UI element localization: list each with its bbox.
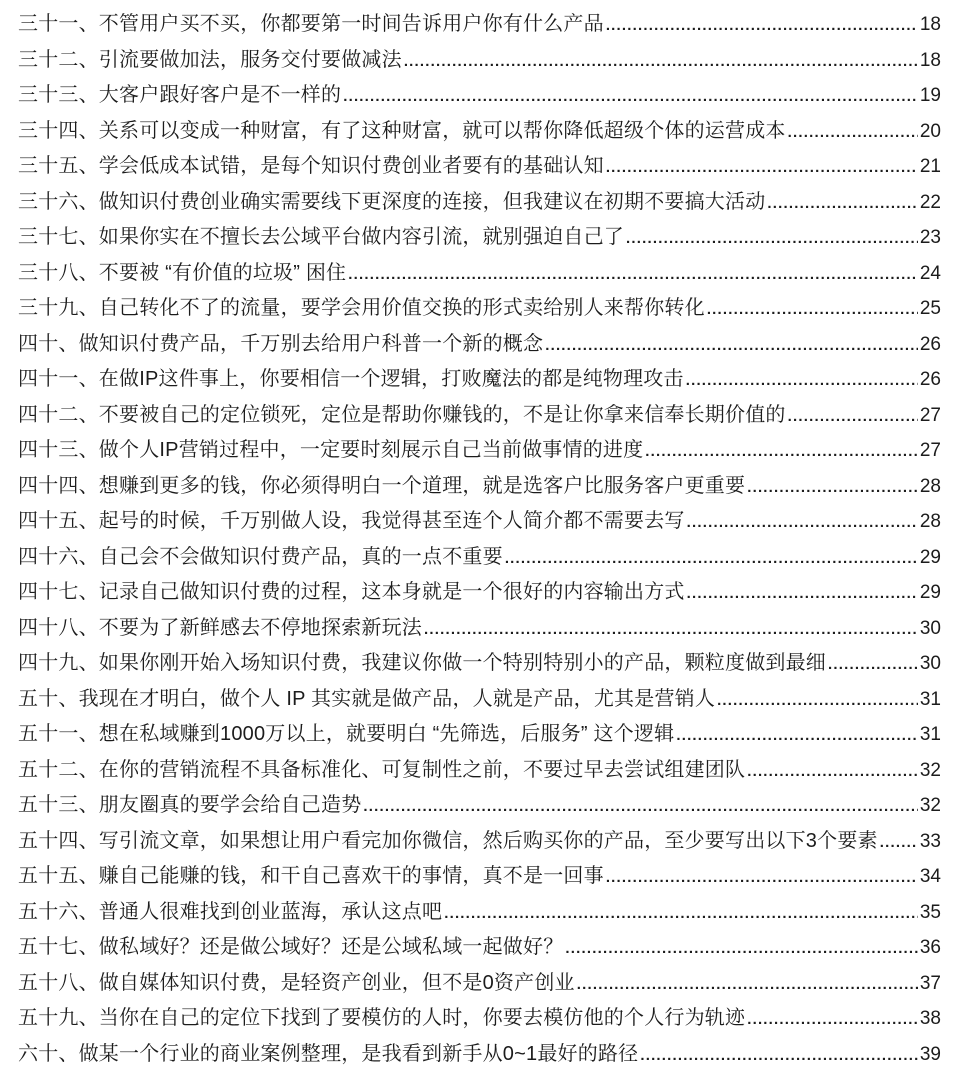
toc-entry-page: 18 [919,14,941,35]
toc-entry-title: 四十二、不要被自己的定位锁死，定位是帮助你赚钱的，不是让你拿来信奉长期价值的 [18,403,786,426]
toc-entry-title: 四十三、做个人IP营销过程中，一定要时刻展示自己当前做事情的进度 [18,439,644,461]
dot-leader [687,576,918,612]
toc-entry[interactable] [18,540,941,576]
toc-entry-title: 三十八、不要被 “有价值的垃圾” 困住 [18,261,347,284]
toc-entry-page: 23 [919,227,941,248]
toc-entry-title: 五十六、普通人很难找到创业蓝海，承认这点吧 [18,900,443,923]
toc-entry-title: 四十四、想赚到更多的钱，你必须得明白一个道理，就是选客户比服务客户更重要 [18,474,746,497]
toc-entry-page: 28 [919,511,941,532]
toc-entry-page: 26 [919,333,941,355]
dot-leader [880,825,918,861]
toc-entry-page: 21 [919,156,941,177]
toc-entry[interactable] [18,149,941,185]
toc-entry-page: 32 [919,795,941,816]
toc-entry-title: 三十九、自己转化不了的流量，要学会用价值交换的形式卖给别人来帮你转化 [18,297,705,319]
toc-entry[interactable] [18,930,941,966]
toc-entry[interactable] [18,7,941,43]
toc-entry[interactable] [18,646,941,682]
dot-leader [747,754,918,790]
toc-entry-page: 29 [919,546,941,568]
toc-entry[interactable] [18,1001,941,1037]
toc-entry-title: 五十八、做自媒体知识付费，是轻资产创业，但不是0资产创业 [18,971,575,994]
dot-leader [640,1038,918,1074]
toc-entry-title: 三十三、大客户跟好客户是不一样的 [18,84,342,106]
toc-entry[interactable] [18,114,941,150]
toc-entry[interactable] [18,469,941,505]
toc-entry-page: 30 [919,617,941,639]
dot-leader [565,931,918,967]
toc-entry-page: 31 [919,724,941,745]
toc-entry-title: 五十一、想在私域赚到1000万以上，就要明白 “先筛选，后服务” 这个逻辑 [18,723,675,745]
toc-entry[interactable] [18,717,941,753]
toc-entry-page: 35 [919,901,941,923]
toc-entry-title: 三十四、关系可以变成一种财富，有了这种财富，就可以帮你降低超级个体的运营成本 [18,119,786,142]
toc-entry-title: 五十四、写引流文章，如果想让用户看完加你微信，然后购买你的产品，至少要写出以下3个要素 [18,829,878,852]
toc-entry-title: 五十五、赚自己能赚的钱，和干自己喜欢干的事情，真不是一回事 [18,865,604,887]
toc-entry-page: 25 [919,298,941,319]
toc-entry[interactable] [18,1037,941,1073]
toc-entry-title: 四十五、起号的时候，千万别做人设，我觉得甚至连个人简介都不需要去写 [18,510,685,532]
dot-leader [577,967,918,1003]
toc-entry-title: 三十五、学会低成本试错，是每个知识付费创业者要有的基础认知 [18,155,604,177]
toc-entry-page: 28 [919,475,941,497]
toc-entry-title: 六十、做某一个行业的商业案例整理，是我看到新手从0~1最好的路径 [18,1042,639,1065]
dot-leader [363,789,918,825]
dot-leader [747,1002,918,1038]
toc-entry-title: 五十二、在你的营销流程不具备标准化、可复制性之前，不要过早去尝试组建团队 [18,758,746,781]
toc-entry[interactable] [18,611,941,647]
toc-entry-page: 32 [919,759,941,781]
toc-entry-title: 四十六、自己会不会做知识付费产品，真的一点不重要 [18,545,503,568]
toc-entry[interactable] [18,398,941,434]
dot-leader [505,541,918,577]
toc-entry-title: 三十一、不管用户买不买，你都要第一时间告诉用户你有什么产品 [18,13,604,35]
dot-leader [606,150,918,186]
toc-entry-title: 三十六、做知识付费创业确实需要线下更深度的连接，但我建议在初期不要搞大活动 [18,190,766,213]
toc-entry-page: 20 [919,120,941,142]
dot-leader [828,647,918,683]
dot-leader [545,328,918,364]
toc-entry-page: 33 [919,830,941,852]
toc-entry[interactable] [18,859,941,895]
toc-entry[interactable] [18,220,941,256]
dot-leader [747,470,918,506]
toc-entry-page: 36 [919,937,941,958]
toc-entry[interactable] [18,291,941,327]
dot-leader [626,221,918,257]
toc-entry-page: 18 [919,49,941,71]
toc-entry-title: 三十七、如果你实在不擅长去公域平台做内容引流，就别强迫自己了 [18,226,624,248]
dot-leader [404,44,918,80]
toc-entry[interactable] [18,788,941,824]
toc-entry-title: 四十九、如果你刚开始入场知识付费，我建议你做一个特别特别小的产品，颗粒度做到最细 [18,652,826,674]
dot-leader [687,505,918,541]
dot-leader [686,363,918,399]
toc-entry[interactable] [18,433,941,469]
toc-entry-title: 三十二、引流要做加法，服务交付要做减法 [18,48,402,71]
toc-entry-page: 34 [919,866,941,887]
dot-leader [788,115,918,151]
dot-leader [788,399,918,435]
toc-entry-title: 五十、我现在才明白，做个人 IP 其实就是做产品，人就是产品，尤其是营销人 [18,687,716,710]
toc-entry[interactable] [18,895,941,931]
toc-entry-page: 31 [919,688,941,710]
toc-entry-title: 四十、做知识付费产品，千万别去给用户科普一个新的概念 [18,332,544,355]
dot-leader [606,8,918,44]
toc-entry[interactable] [18,78,941,114]
toc-entry-title: 四十一、在做IP这件事上，你要相信一个逻辑，打败魔法的都是纯物理攻击 [18,368,684,390]
toc-entry[interactable] [18,753,941,789]
toc-entry-page: 19 [919,85,941,106]
toc-entry-page: 22 [919,191,941,213]
toc-entry-page: 30 [919,653,941,674]
toc-entry[interactable] [18,327,941,363]
toc-entry[interactable] [18,362,941,398]
dot-leader [707,292,918,328]
toc-entry[interactable] [18,824,941,860]
dot-leader [606,860,918,896]
dot-leader [348,257,918,293]
toc-entry-title: 四十八、不要为了新鲜感去不停地探索新玩法 [18,616,422,639]
toc-entry[interactable] [18,682,941,718]
dot-leader [444,896,918,932]
toc-entry[interactable] [18,185,941,221]
toc-entry[interactable] [18,504,941,540]
toc-entry-title: 四十七、记录自己做知识付费的过程，这本身就是一个很好的内容输出方式 [18,581,685,603]
toc-entry-page: 38 [919,1008,941,1029]
toc-entry-page: 29 [919,582,941,603]
toc-entry-title: 五十七、做私域好？还是做公域好？还是公域私域一起做好？ [18,936,564,958]
dot-leader [676,718,918,754]
toc-entry-page: 26 [919,369,941,390]
dot-leader [424,612,918,648]
toc-list [18,7,941,1072]
toc-entry-page: 37 [919,972,941,994]
toc-entry-title: 五十三、朋友圈真的要学会给自己造势 [18,794,362,816]
toc-entry-page: 39 [919,1043,941,1065]
toc-entry-title: 五十九、当你在自己的定位下找到了要模仿的人时，你要去模仿他的个人行为轨迹 [18,1007,746,1029]
toc-entry[interactable] [18,43,941,79]
dot-leader [645,434,918,470]
toc-entry-page: 27 [919,440,941,461]
toc-entry[interactable] [18,256,941,292]
dot-leader [717,683,918,719]
dot-leader [767,186,918,222]
toc-entry[interactable] [18,575,941,611]
toc-entry-page: 24 [919,262,941,284]
dot-leader [343,79,918,115]
toc-entry[interactable] [18,966,941,1002]
toc-entry-page: 27 [919,404,941,426]
